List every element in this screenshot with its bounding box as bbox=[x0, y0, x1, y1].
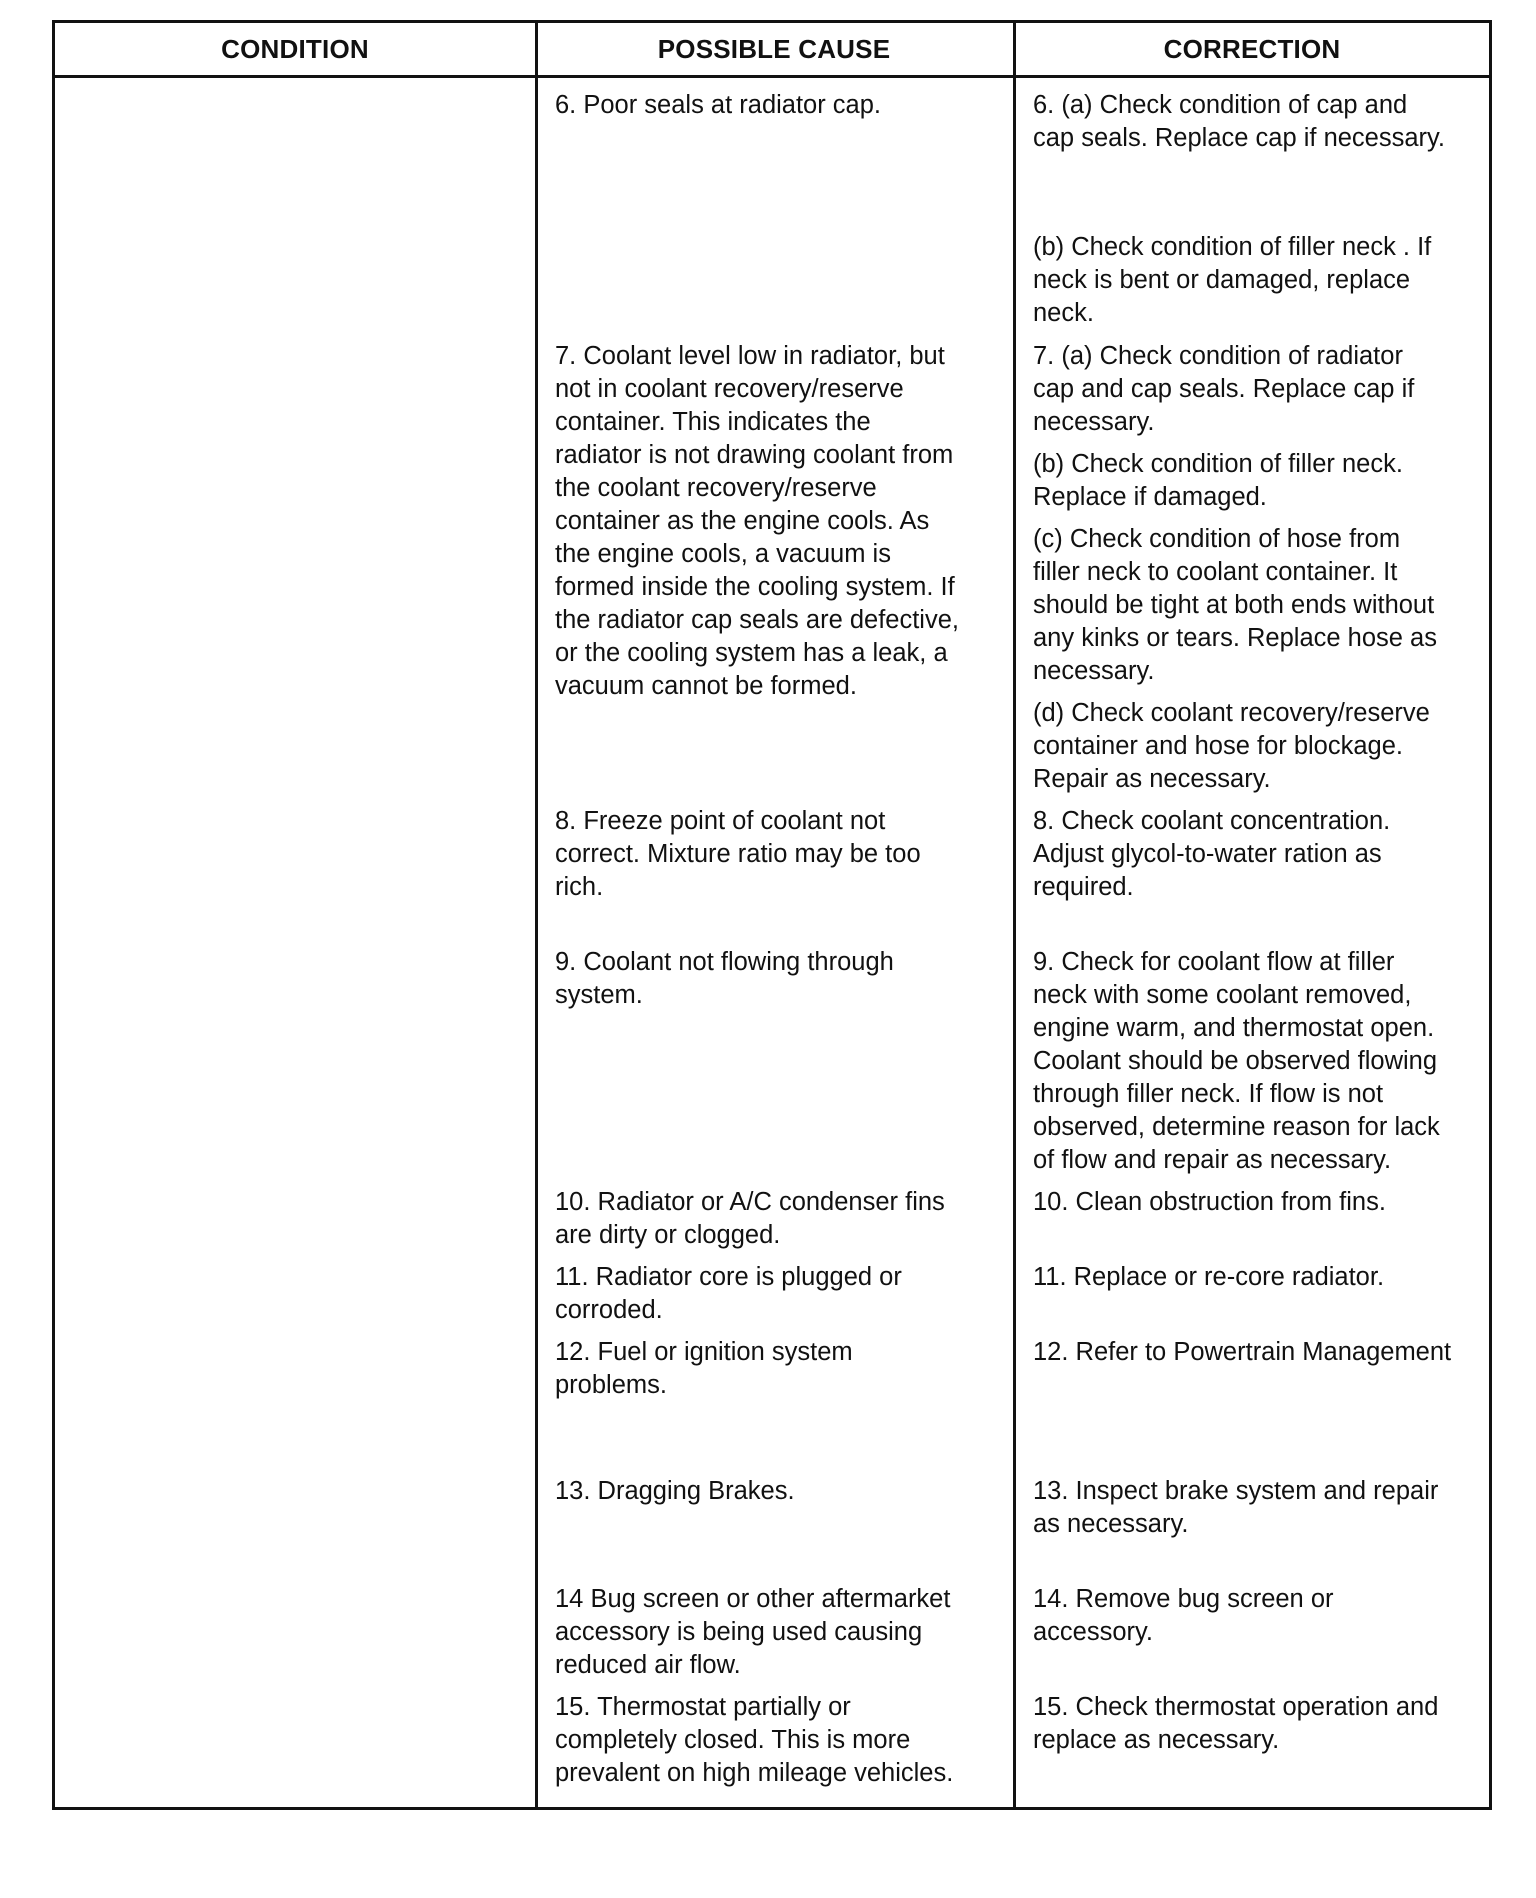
correction-7d: (d) Check coolant recovery/reserve container and hose for blockage. Repair as necessary. bbox=[1033, 699, 1430, 793]
correction-10: 10. Clean obstruction from fins. bbox=[1033, 1188, 1386, 1216]
correction-14: 14. Remove bug screen or accessory. bbox=[1033, 1585, 1334, 1646]
correction-13: 13. Inspect brake system and repair as necessary. bbox=[1033, 1477, 1439, 1538]
correction-12: 12. Refer to Powertrain Management bbox=[1033, 1338, 1452, 1366]
cause-7: 7. Coolant level low in radiator, but not in coolant recovery/reserve container. This indicates the radiator is not drawing coolant from the coolant recovery/reserve container as the engine cools. As the engine cools, a vacuum is formed inside the cooling system. If the radiator cap seals are defective, or the cooling system has a leak, a vacuum cannot be formed. bbox=[555, 342, 959, 700]
correction-8: 8. Check coolant concentration. Adjust glycol-to-water ration as required. bbox=[1033, 807, 1391, 901]
header-condition: CONDITION bbox=[221, 34, 369, 64]
correction-11: 11. Replace or re-core radiator. bbox=[1033, 1263, 1385, 1291]
cause-8: 8. Freeze point of coolant not correct. Mixture ratio may be too rich. bbox=[555, 807, 921, 901]
header-possible-cause: POSSIBLE CAUSE bbox=[657, 34, 891, 64]
cause-14: 14 Bug screen or other aftermarket accessory is being used causing reduced air flow. bbox=[555, 1585, 951, 1679]
cause-15: 15. Thermostat partially or completely closed. This is more prevalent on high mileage vehicles. bbox=[555, 1693, 954, 1787]
correction-6b: (b) Check condition of filler neck . If neck is bent or damaged, replace neck. bbox=[1033, 233, 1432, 327]
correction-7a: 7. (a) Check condition of radiator cap and cap seals. Replace cap if necessary. bbox=[1033, 342, 1415, 436]
header-correction: CORRECTION bbox=[1163, 34, 1341, 64]
cause-11: 11. Radiator core is plugged or corroded. bbox=[555, 1263, 902, 1324]
correction-15: 15. Check thermostat operation and replace as necessary. bbox=[1033, 1693, 1439, 1754]
correction-6a: 6. (a) Check condition of cap and cap seals. Replace cap if necessary. bbox=[1033, 91, 1445, 152]
column-divider bbox=[535, 23, 538, 1807]
column-divider bbox=[1013, 23, 1016, 1807]
cause-10: 10. Radiator or A/C condenser fins are dirty or clogged. bbox=[555, 1188, 945, 1249]
correction-7b: (b) Check condition of filler neck. Replace if damaged. bbox=[1033, 450, 1403, 511]
header-divider bbox=[55, 75, 1489, 78]
correction-9: 9. Check for coolant flow at filler neck with some coolant removed, engine warm, and thermostat open. Coolant should be observed flowing through filler neck. If flow is not observed, determine reason for lack of flow and repair as necessary. bbox=[1033, 948, 1440, 1174]
cause-9: 9. Coolant not flowing through system. bbox=[555, 948, 894, 1009]
cause-13: 13. Dragging Brakes. bbox=[555, 1477, 795, 1505]
cause-6: 6. Poor seals at radiator cap. bbox=[555, 91, 882, 119]
correction-7c: (c) Check condition of hose from filler neck to coolant container. It should be tight at both ends without any kinks or tears. Replace hose as necessary. bbox=[1033, 525, 1437, 685]
cause-12: 12. Fuel or ignition system problems. bbox=[555, 1338, 853, 1399]
troubleshooting-table bbox=[52, 20, 1492, 1810]
